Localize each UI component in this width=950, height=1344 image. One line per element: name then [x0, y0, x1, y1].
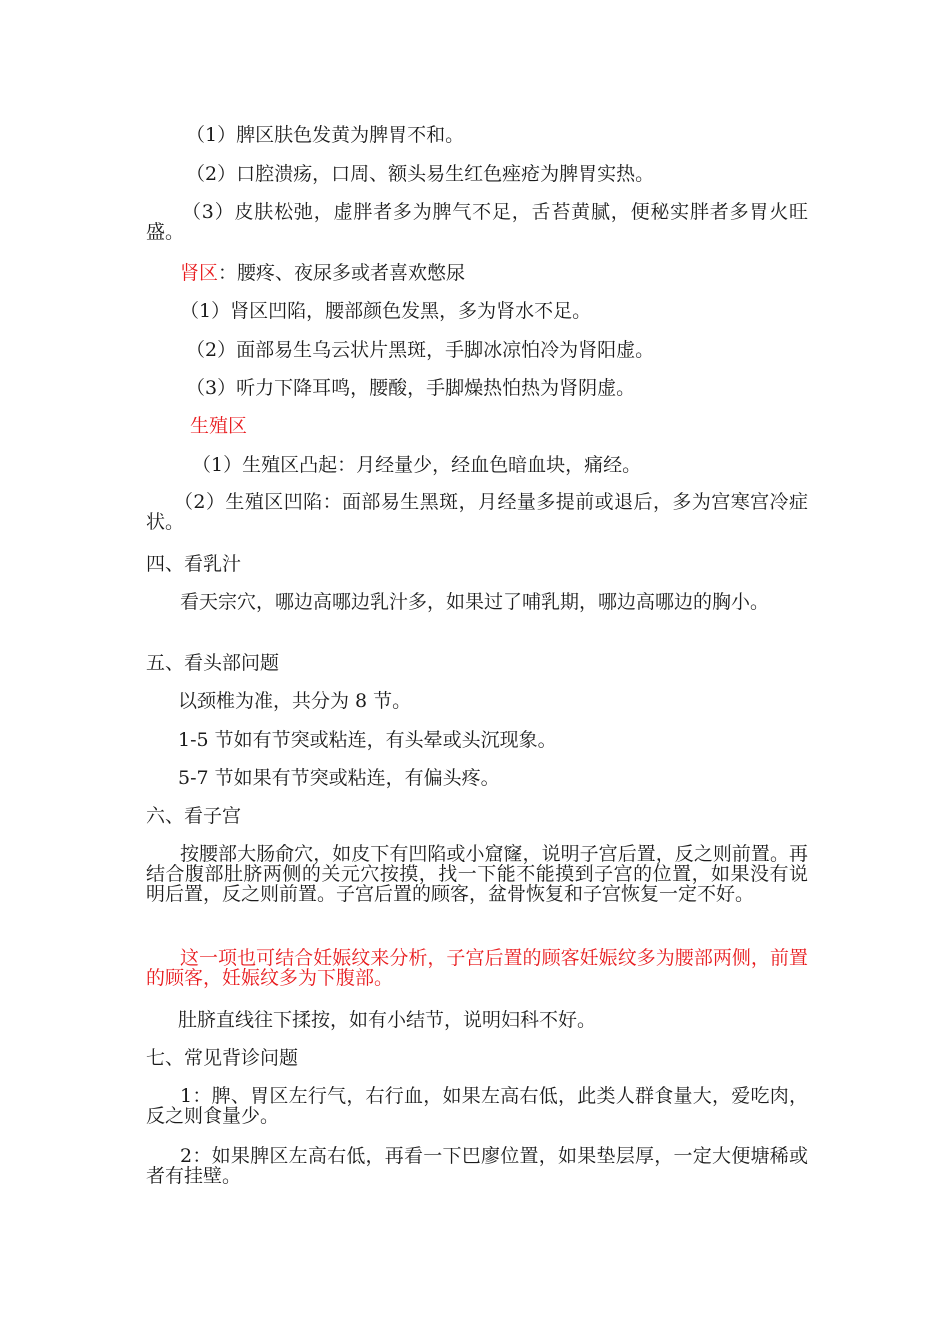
paragraph-kidney-3: （3）听力下降耳鸣，腰酸，手脚燥热怕热为肾阴虚。	[186, 377, 636, 399]
paragraph-uterus-3: 肚脐直线往下揉按，如有小结节，说明妇科不好。	[178, 1009, 597, 1031]
paragraph-back-1: 1：脾、胃区左行气，右行血，如果左高右低，此类人群食量大，爱吃肉，反之则食量少。	[146, 1085, 808, 1127]
paragraph-reproductive-2: （2）生殖区凹陷：面部易生黑斑，月经量多提前或退后，多为宫寒宫冷症状。	[146, 491, 808, 533]
paragraph-head-1: 以颈椎为准，共分为 8 节。	[178, 690, 412, 712]
heading-5: 五、看头部问题	[146, 652, 280, 674]
paragraph-uterus-2: 这一项也可结合妊娠纹来分析，子宫后置的顾客妊娠纹多为腰部两侧，前置的顾客，妊娠纹多为下腹部。	[146, 947, 808, 989]
kidney-heading-text: ：腰疼、夜尿多或者喜欢憋尿	[218, 262, 466, 284]
paragraph-head-3: 5-7 节如果有节突或粘连，有偏头疼。	[178, 767, 500, 789]
paragraph-head-2: 1-5 节如有节突或粘连，有头晕或头沉现象。	[178, 729, 557, 751]
paragraph-back-2: 2：如果脾区左高右低，再看一下巴廖位置，如果垫层厚，一定大便塘稀或者有挂壁。	[146, 1145, 808, 1187]
heading-7: 七、常见背诊问题	[146, 1047, 299, 1069]
paragraph-kidney-1: （1）肾区凹陷，腰部颜色发黑，多为肾水不足。	[180, 300, 592, 322]
paragraph-spleen-1: （1）脾区肤色发黄为脾胃不和。	[186, 124, 465, 146]
section-reproductive-heading: 生殖区	[190, 415, 248, 437]
heading-6: 六、看子宫	[146, 805, 242, 827]
paragraph-spleen-3: （3）皮肤松弛，虚胖者多为脾气不足，舌苔黄腻，便秘实胖者多胃火旺盛。	[146, 201, 808, 243]
section-kidney-heading	[180, 263, 842, 283]
paragraph-kidney-2: （2）面部易生乌云状片黑斑，手脚冰凉怕冷为肾阳虚。	[186, 339, 655, 361]
paragraph-spleen-2: （2）口腔溃疡，口周、额头易生红色痤疮为脾胃实热。	[186, 163, 655, 185]
kidney-keyword: 肾区	[180, 262, 219, 284]
heading-4: 四、看乳汁	[146, 553, 242, 575]
paragraph-milk: 看天宗穴，哪边高哪边乳汁多，如果过了哺乳期，哪边高哪边的胸小。	[180, 591, 770, 613]
paragraph-uterus-1: 按腰部大肠俞穴，如皮下有凹陷或小窟窿，说明子宫后置，反之则前置。再结合腹部肚脐两侧的关元穴按摸，找一下能不能摸到子宫的位置，如果没有说明后置，反之则前置。子宫后置的顾客，盆骨恢复和子宫恢复一定不好。	[146, 843, 808, 905]
paragraph-reproductive-1: （1）生殖区凸起：月经量少，经血色暗血块，痛经。	[192, 454, 642, 476]
